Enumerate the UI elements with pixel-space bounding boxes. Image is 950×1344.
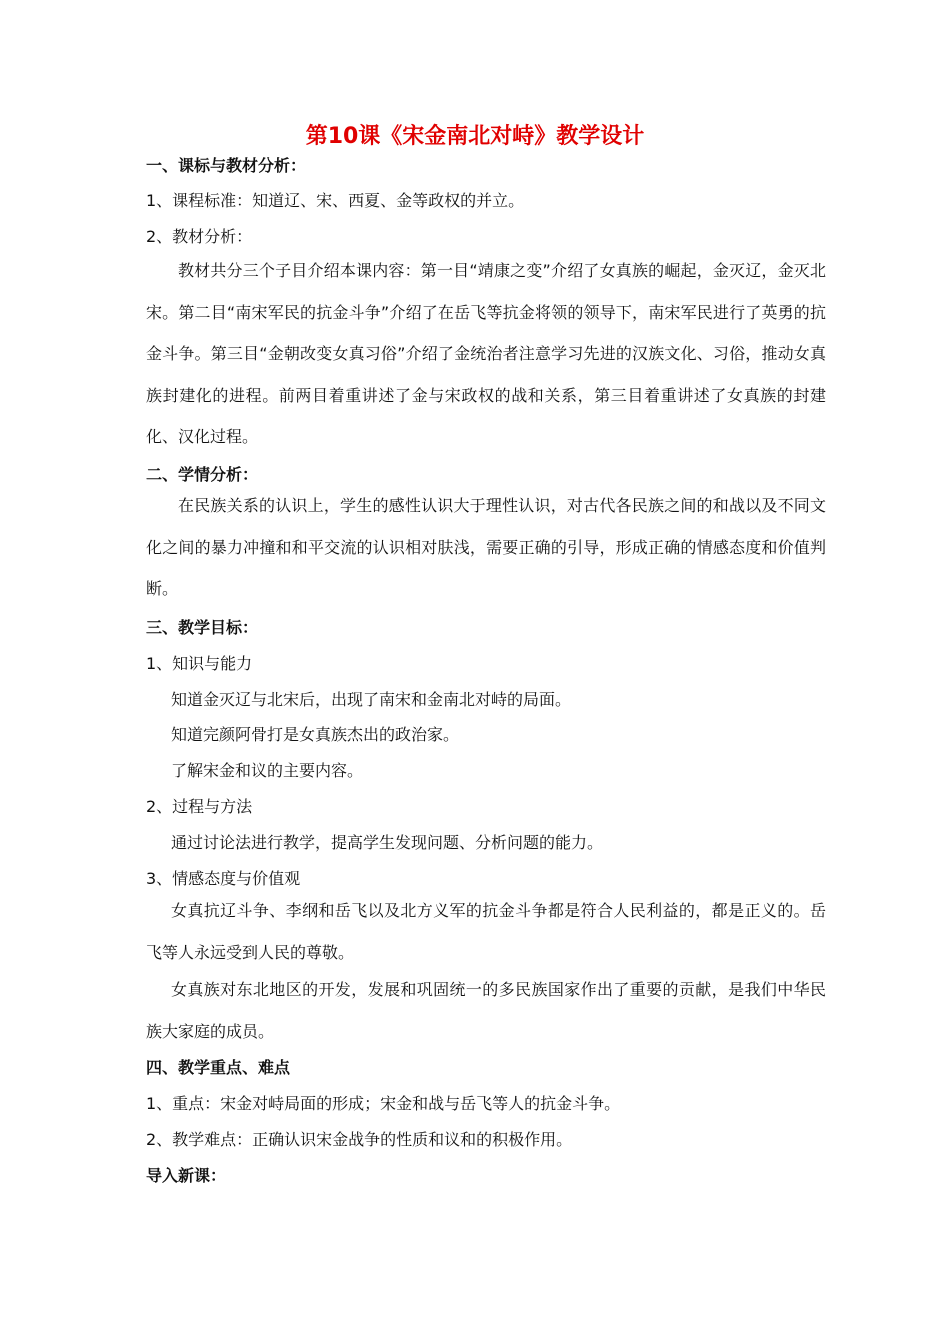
section2-paragraph: 在民族关系的认识上，学生的感性认识大于理性认识，对古代各民族之间的和战以及不同文化之间的暴力冲撞和和平交流的认识相对肤浅，需要正确的引导，形成正确的情感态度和价值判断。 xyxy=(146,496,826,598)
section3-sub1-line1: 知道金灭辽与北宋后，出现了南宋和金南北对峙的局面。 xyxy=(171,690,572,709)
section4-heading: 四、教学重点、难点 xyxy=(146,1058,291,1077)
document-title: 第10课《宋金南北对峙》教学设计 xyxy=(305,124,645,149)
section3-sub3: 3、情感态度与价值观 xyxy=(146,869,301,888)
section2-heading: 二、学情分析： xyxy=(146,465,259,484)
section3-heading: 三、教学目标： xyxy=(146,618,259,637)
section3-sub1-line2: 知道完颜阿骨打是女真族杰出的政治家。 xyxy=(171,725,460,744)
section4-item2: 2、教学难点：正确认识宋金战争的性质和议和的积极作用。 xyxy=(146,1130,573,1149)
section1-item1: 1、课程标准：知道辽、宋、西夏、金等政权的并立。 xyxy=(146,191,525,210)
section5-heading: 导入新课： xyxy=(146,1166,227,1185)
section4-item1: 1、重点：宋金对峙局面的形成；宋金和战与岳飞等人的抗金斗争。 xyxy=(146,1094,621,1113)
section3-sub3-para2: 女真族对东北地区的开发，发展和巩固统一的多民族国家作出了重要的贡献，是我们中华民族大家庭的成员。 xyxy=(146,980,826,1041)
section1-item2: 2、教材分析： xyxy=(146,227,253,246)
section3-sub1: 1、知识与能力 xyxy=(146,654,253,673)
section3-sub3-para1: 女真抗辽斗争、李纲和岳飞以及北方义军的抗金斗争都是符合人民利益的，都是正义的。岳飞等人永远受到人民的尊敬。 xyxy=(146,901,826,962)
section1-paragraph: 教材共分三个子目介绍本课内容：第一目“靖康之变”介绍了女真族的崛起，金灭辽，金灭北宋。第二目“南宋军民的抗金斗争”介绍了在岳飞等抗金将领的领导下，南宋军民进行了英勇的抗金斗争。第三目“金朝改变女真习俗”介绍了金统治者注意学习先进的汉族文化、习俗，推动女真族封建化的进程。前两目着重讲述了金与宋政权的战和关系，第三目着重讲述了女真族的封建化、汉化过程。 xyxy=(146,261,826,446)
section3-sub2: 2、过程与方法 xyxy=(146,797,253,816)
section1-heading: 一、课标与教材分析： xyxy=(146,156,307,175)
section3-sub2-line1: 通过讨论法进行教学，提高学生发现问题、分析问题的能力。 xyxy=(171,833,604,852)
section3-sub1-line3: 了解宋金和议的主要内容。 xyxy=(171,761,364,780)
